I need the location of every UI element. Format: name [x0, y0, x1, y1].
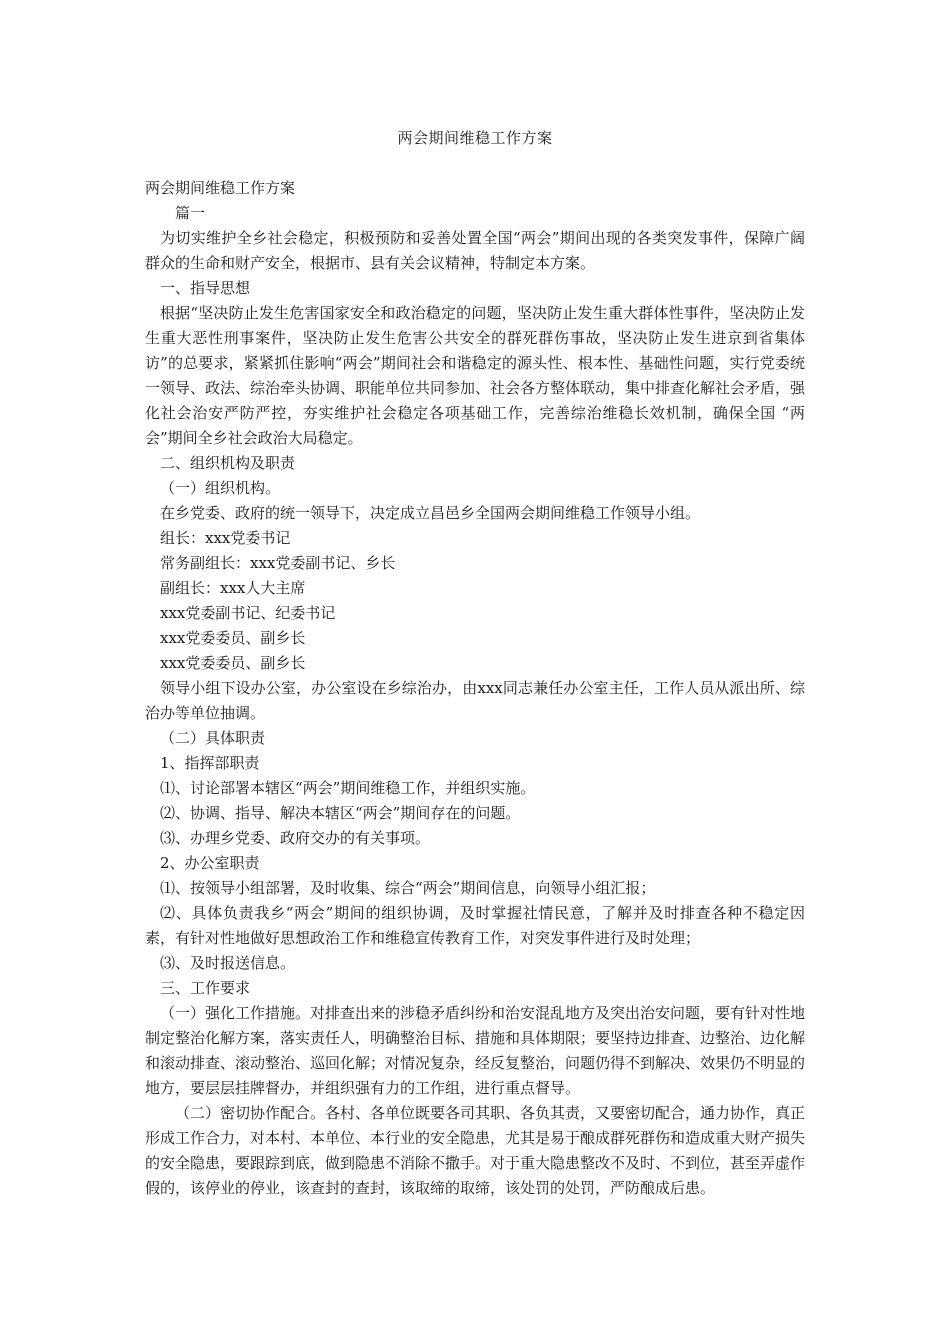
list-item: ⑵、协调、指导、解决本辖区“两会”期间存在的问题。 — [160, 804, 521, 822]
paragraph: 在乡党委、政府的统一领导下，决定成立昌邑乡全国两会期间维稳工作领导小组。 — [160, 504, 701, 522]
section-heading: 一、指导思想 — [160, 279, 251, 297]
member-line: xxx党委委员、副乡长 — [160, 654, 306, 672]
paragraph: 根据“坚决防止发生危害国家安全和政治稳定的问题，坚决防止发生重大群体性事件，坚决防止发生重大恶性刑事案件，坚决防止发生危害公共安全的群死群伤事故，坚决防止发生进京到省集体访”的总要求，紧紧抓住影响“两会”期间社会和谐稳定的源头性、根本性、基础性问题，实行党委统一领导、政法、综治牵头协调、职能单位共同参加、社会各方整体联动，集中排查化解社会矛盾，强化社会治安严防严控，夯实维护社会稳定各项基础工作，完善综治维稳长效机制，确保全国 “两会”期间全乡社会政治大局稳定。 — [145, 304, 806, 447]
member-line: 组长：xxx党委书记 — [160, 529, 291, 547]
paragraph: （一）强化工作措施。对排查出来的涉稳矛盾纠纷和治安混乱地方及突出治安问题，要有针对性地制定整治化解方案，落实责任人，明确整治目标、措施和具体期限；要坚持边排查、边整治、边化解和滚动排查、滚动整治、巡回化解；对情况复杂，经反复整治，问题仍得不到解决、效果仍不明显的地方，要层层挂牌督办，并组织强有力的工作组，进行重点督导。 — [145, 1004, 806, 1097]
list-heading: 2、办公室职责 — [160, 854, 260, 872]
paragraph: 领导小组下设办公室，办公室设在乡综治办，由xxx同志兼任办公室主任，工作人员从派出所、综治办等单位抽调。 — [145, 679, 805, 722]
section-heading: 三、工作要求 — [160, 979, 251, 997]
member-line: 副组长：xxx人大主席 — [160, 579, 306, 597]
document-body — [145, 176, 805, 1201]
paragraph: 两会期间维稳工作方案 — [145, 179, 296, 197]
document-title: 两会期间维稳工作方案 — [397, 129, 553, 147]
paragraph: （二）密切协作配合。各村、各单位既要各司其职、各负其责，又要密切配合，通力协作，真正形成工作合力，对本村、本单位、本行业的安全隐患，尤其是易于酿成群死群伤和造成重大财产损失的安全隐患，要跟踪到底，做到隐患不消除不撒手。对于重大隐患整改不及时、不到位，甚至弄虚作假的，该停业的停业，该查封的查封，该取缔的取缔，该处罚的处罚，严防酿成后患。 — [145, 1104, 806, 1197]
member-line: xxx党委副书记、纪委书记 — [160, 604, 336, 622]
member-line: xxx党委委员、副乡长 — [160, 629, 306, 647]
list-heading: 1、指挥部职责 — [160, 754, 260, 772]
list-item: ⑶、办理乡党委、政府交办的有关事项。 — [160, 829, 431, 847]
paragraph: 为切实维护全乡社会稳定，积极预防和妥善处置全国“两会”期间出现的各类突发事件，保障广阔群众的生命和财产安全，根据市、县有关会议精神，特制定本方案。 — [145, 229, 805, 272]
list-item: ⑴、按领导小组部署，及时收集、综合“两会”期间信息，向领导小组汇报； — [160, 879, 656, 897]
subsection-heading: （一）组织机构。 — [160, 479, 281, 497]
member-line: 常务副组长：xxx党委副书记、乡长 — [160, 554, 396, 572]
list-item: ⑴、讨论部署本辖区“两会”期间维稳工作，并组织实施。 — [160, 779, 536, 797]
section-heading: 二、组织机构及职责 — [160, 454, 296, 472]
list-item: ⑵、具体负责我乡“两会”期间的组织协调，及时掌握社情民意，了解并及时排查各种不稳定因素，有针对性地做好思想政治工作和维稳宣传教育工作，对突发事件进行及时处理； — [145, 904, 805, 947]
list-item: ⑶、及时报送信息。 — [160, 954, 296, 972]
paragraph: 篇一 — [175, 204, 206, 222]
subsection-heading: （二）具体职责 — [160, 729, 266, 747]
